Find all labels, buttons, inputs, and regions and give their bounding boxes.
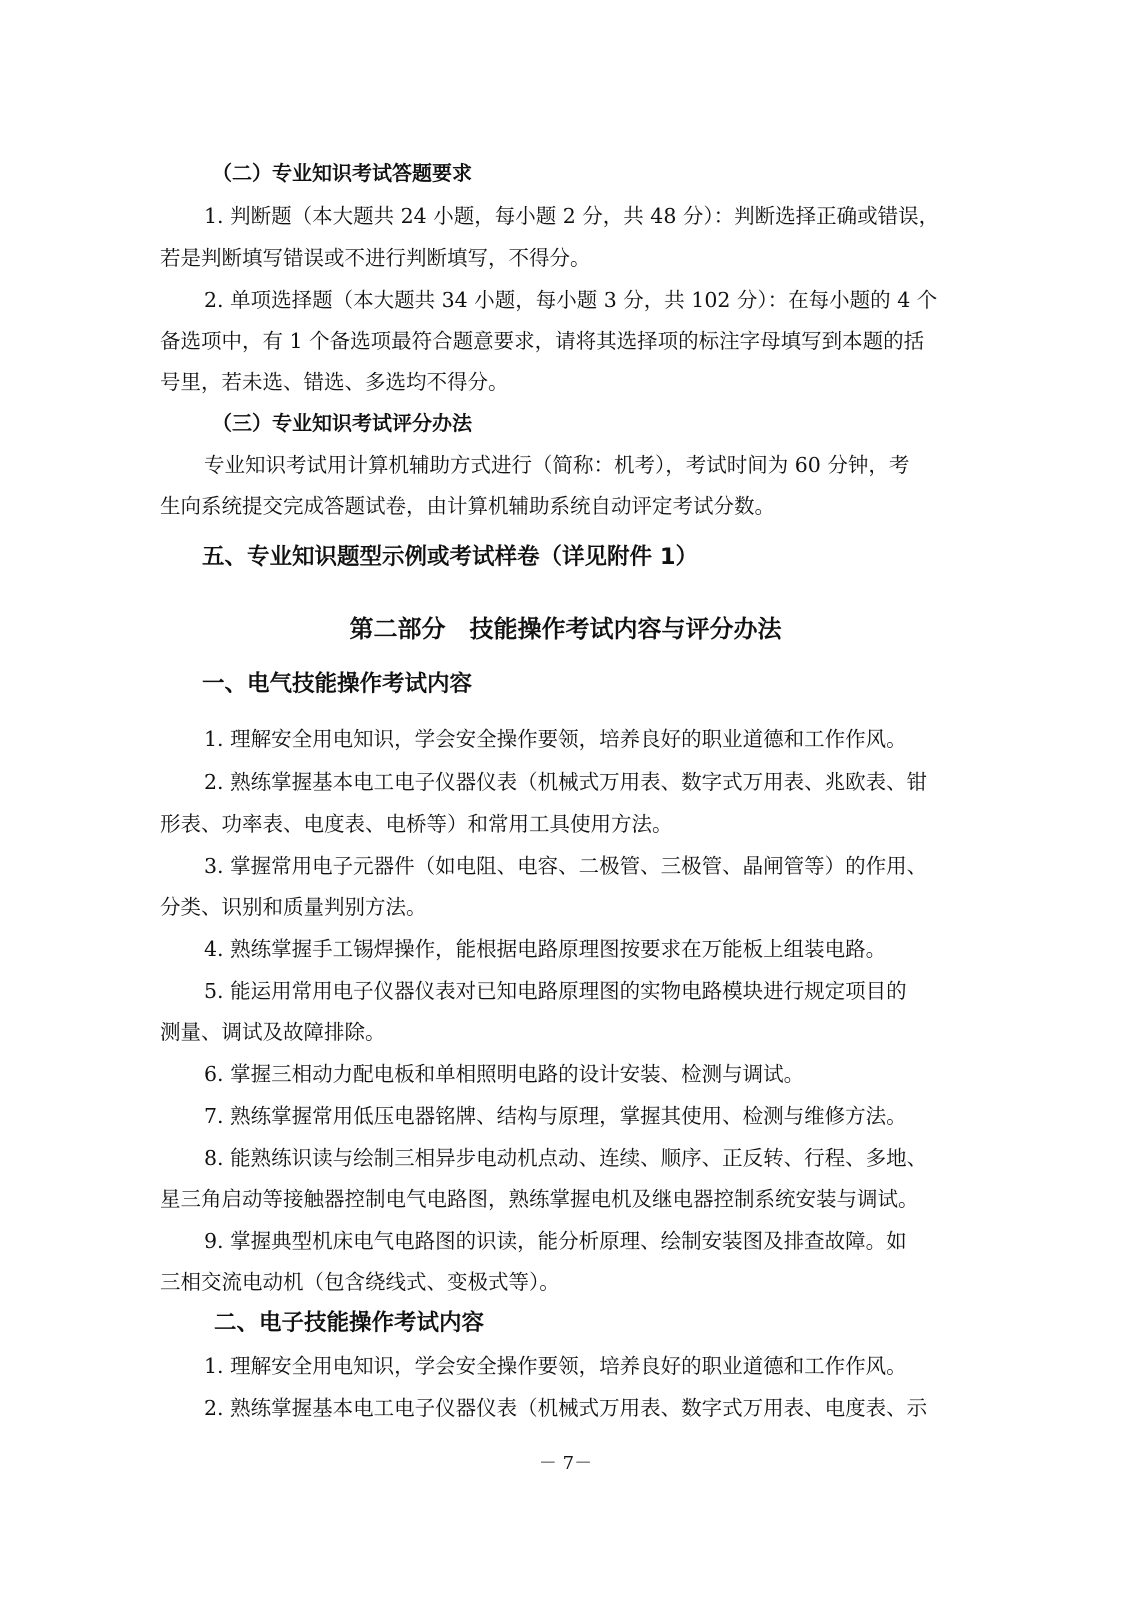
list-item: 7. 熟练掌握常用低压电器铭牌、结构与原理，掌握其使用、检测与维修方法。 — [204, 1104, 907, 1128]
section-heading-electrical-skills: 一、电气技能操作考试内容 — [202, 671, 473, 697]
paragraph-line: 若是判断填写错误或不进行判断填写，不得分。 — [160, 246, 591, 270]
list-item: 分类、识别和质量判别方法。 — [160, 895, 427, 919]
paragraph-line: 2. 单项选择题（本大题共 34 小题，每小题 3 分，共 102 分）：在每小题的 4 个 — [204, 288, 938, 312]
section-heading-sample-paper: 五、专业知识题型示例或考试样卷（详见附件 1） — [202, 544, 698, 570]
list-item: 1. 理解安全用电知识，学会安全操作要领，培养良好的职业道德和工作作风。 — [204, 727, 907, 751]
list-item: 4. 熟练掌握手工锡焊操作，能根据电路原理图按要求在万能板上组装电路。 — [204, 937, 887, 961]
page-number: － 7－ — [538, 1453, 593, 1474]
list-item: 2. 熟练掌握基本电工电子仪器仪表（机械式万用表、数字式万用表、兆欧表、钳 — [204, 770, 928, 794]
list-item: 星三角启动等接触器控制电气电路图，熟练掌握电机及继电器控制系统安装与调试。 — [160, 1187, 919, 1211]
paragraph-line: 专业知识考试用计算机辅助方式进行（简称：机考），考试时间为 60 分钟，考 — [204, 453, 910, 477]
list-item: 测量、调试及故障排除。 — [160, 1020, 386, 1044]
part-heading-skills-exam: 第二部分 技能操作考试内容与评分办法 — [349, 615, 782, 643]
paragraph-line: 备选项中，有 1 个备选项最符合题意要求，请将其选择项的标注字母填写到本题的括 — [160, 329, 925, 353]
list-item: 3. 掌握常用电子元器件（如电阻、电容、二极管、三极管、晶闸管等）的作用、 — [204, 854, 928, 878]
paragraph-line: 1. 判断题（本大题共 24 小题，每小题 2 分，共 48 分）：判断选择正确或错误， — [204, 204, 940, 228]
list-item: 5. 能运用常用电子仪器仪表对已知电路原理图的实物电路模块进行规定项目的 — [204, 979, 907, 1003]
list-item: 1. 理解安全用电知识，学会安全操作要领，培养良好的职业道德和工作作风。 — [204, 1354, 907, 1378]
list-item: 形表、功率表、电度表、电桥等）和常用工具使用方法。 — [160, 812, 673, 836]
list-item: 三相交流电动机（包含绕线式、变极式等）。 — [160, 1270, 560, 1294]
list-item: 8. 能熟练识读与绘制三相异步电动机点动、连续、顺序、正反转、行程、多地、 — [204, 1146, 928, 1170]
list-item: 6. 掌握三相动力配电板和单相照明电路的设计安装、检测与调试。 — [204, 1062, 805, 1086]
subsection-heading-answer-requirements: （二）专业知识考试答题要求 — [212, 161, 472, 185]
section-heading-electronic-skills: 二、电子技能操作考试内容 — [214, 1310, 485, 1336]
paragraph-line: 号里，若未选、错选、多选均不得分。 — [160, 370, 509, 394]
subsection-heading-scoring-method: （三）专业知识考试评分办法 — [212, 411, 472, 435]
list-item: 9. 掌握典型机床电气电路图的识读，能分析原理、绘制安装图及排查故障。如 — [204, 1229, 907, 1253]
list-item: 2. 熟练掌握基本电工电子仪器仪表（机械式万用表、数字式万用表、电度表、示 — [204, 1396, 928, 1420]
paragraph-line: 生向系统提交完成答题试卷，由计算机辅助系统自动评定考试分数。 — [160, 494, 775, 518]
